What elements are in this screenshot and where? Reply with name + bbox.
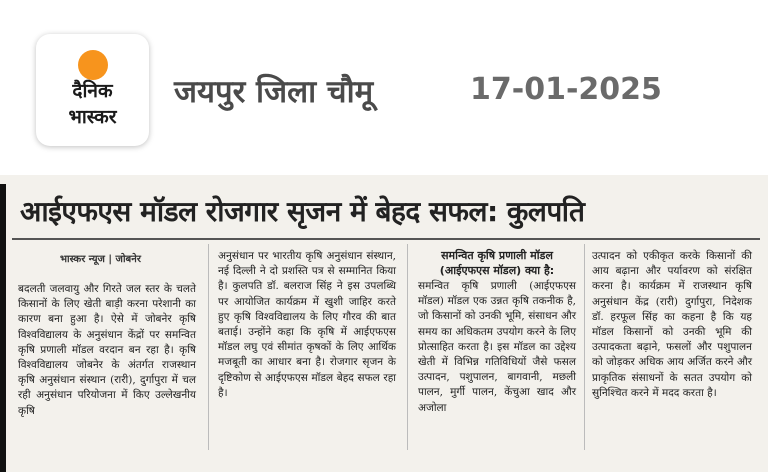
column-divider [407,244,408,450]
article-column-3: समन्वित कृषि प्रणाली (आईएफएस मॉडल) मॉडल एक उन्नत कृषि तकनीक है, जो किसानों को उनकी भूमि, संसाधन और समय का अधिकतम उपयोग करने के लिए प्रोत्साहित करता है। इस मॉडल का उद्देश्य खेती में विभिन्न गतिविधियों जैसे फसल उत्पादन, पशुपालन, बागवानी, मछली पालन, मुर्गी पालन, केंचुआ खाद और अजोला [418,280,576,414]
article-subhead: समन्वित कृषि प्रणाली मॉडल (आईएफएस मॉडल) क्या है: [439,249,555,277]
logo-line-2: भास्कर [68,106,117,128]
article-column-1: बदलती जलवायु और गिरते जल स्तर के चलते किसानों के लिए खेती बाड़ी करना परेशानी का कारण बना हुआ है। ऐसे में जोबनेर कृषि विश्वविद्यालय के अनुसंधान केंद्रों पर समन्वित कृषि प्रणाली मॉडल वरदान बन रहा है। कृषि विश्वविद्यालय जोबनेर के अंतर्गत राजस्थान कृषि अनुसंधान संस्थान (रारी), दुर्गापुरा में चल रही अनुसंधान परियोजना में किए उल्लेखनीय कृषि [18,283,196,417]
column-divider [584,244,585,450]
sun-icon [78,50,108,80]
headline-rule [12,238,760,240]
article-column-2: अनुसंधान पर भारतीय कृषि अनुसंधान संस्थान, नई दिल्ली ने दो प्रशस्ति पत्र से सम्मानित किया है। कुलपति डॉ. बलराज सिंह ने इस उपलब्धि पर आयोजित कार्यक्रम में खुशी जाहिर करते हुए कृषि विश्वविद्यालय के लिए गौरव की बात बताई। उन्होंने कहा कि कृषि में आईएफएस मॉडल लघु एवं सीमांत कृषकों के लिए आर्थिक मजबूती का आधार बना है। रोजगार सृजन के दृष्टिकोण से आईएफएस मॉडल बेहद सफल रहा है। [218,250,396,399]
edition-date: 17-01-2025 [470,72,662,107]
article-byline: भास्कर न्यूज | जोबनेर [60,254,141,265]
page-header [0,0,768,175]
edition-place: जयपुर जिला चौमू [174,74,374,110]
article-headline: आईएफएस मॉडल रोजगार सृजन में बेहद सफल: कुलपति [20,195,585,228]
article-column-4: उत्पादन को एकीकृत करके किसानों की आय बढ़ाना और पर्यावरण को संरक्षित करना है। कार्यक्रम में राजस्थान कृषि अनुसंधान केंद्र (रारी) दुर्गापुरा, निदेशक डॉ. हरफूल सिंह का कहना है कि यह मॉडल किसानों को उनकी भूमि की उत्पादकता बढ़ाने, फसलों और पशुपालन को जोड़कर अधिक आय अर्जित करने और प्राकृतिक संसाधनों के सतत उपयोग को सुनिश्चित करने में मदद करता है। [592,250,752,399]
logo-line-1: दैनिक [72,80,113,102]
column-divider [208,244,209,450]
clipping-edge [0,184,6,472]
dainik-bhaskar-logo [36,34,149,146]
